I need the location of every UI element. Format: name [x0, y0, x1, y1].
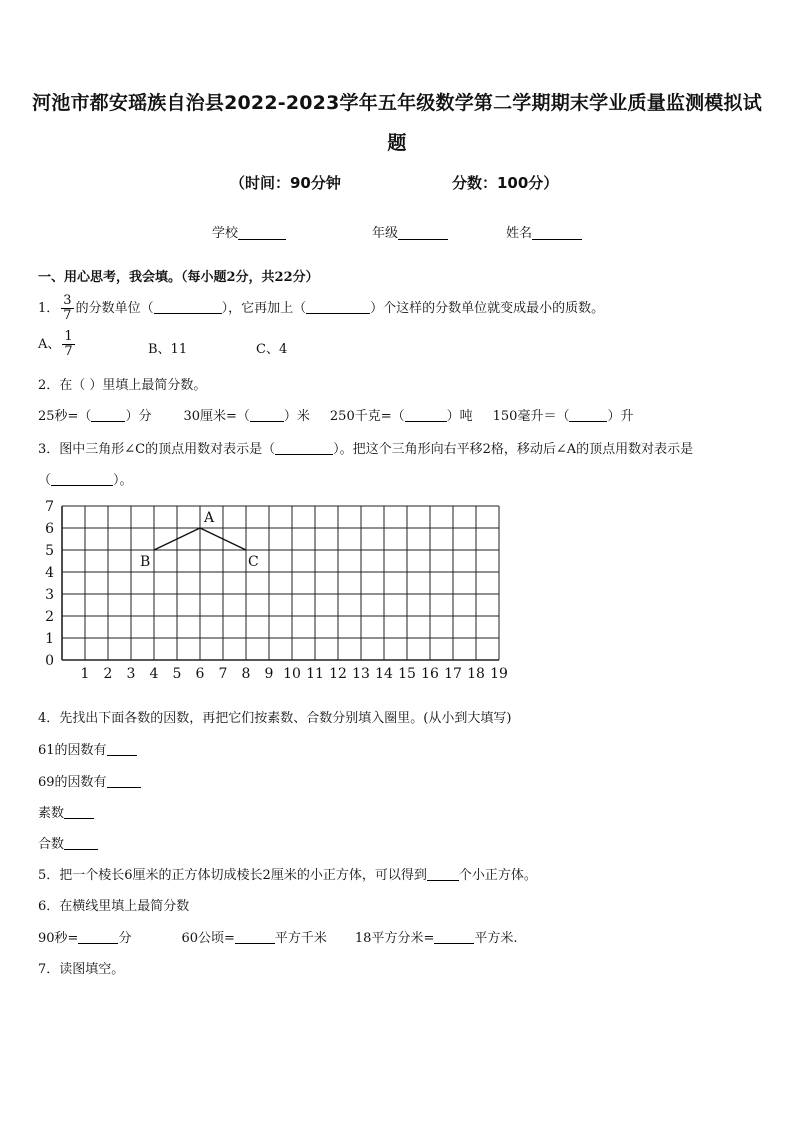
q2-blank-3[interactable] [405, 408, 447, 422]
q3-text-b: ）。把这个三角形向右平移2格，移动后∠A的顶点用数对表示是 [333, 442, 694, 457]
page-title-line1: 河池市都安瑶族自治县2022-2023学年五年级数学第二学期期末学业质量监测模拟试 [32, 92, 762, 114]
name-field[interactable] [506, 222, 582, 241]
q6-blank-2[interactable] [235, 930, 275, 944]
q4-line-61 [38, 739, 137, 758]
q4-line-69 [38, 771, 141, 790]
q4-label-prime: 素数 [38, 806, 65, 821]
y-tick-label: 0 [45, 653, 54, 669]
q6-part1-a: 90秒= [38, 931, 79, 946]
exam-time: （时间：90分钟 [230, 174, 341, 192]
y-tick-label: 1 [45, 631, 54, 647]
q2-blank-4[interactable] [569, 408, 607, 422]
q1-option-a-denominator: 7 [64, 344, 73, 359]
name-label: 姓名 [506, 226, 533, 241]
question-1 [38, 294, 604, 323]
q1-option-a-label: A、 [38, 337, 61, 352]
q3-line2 [38, 469, 133, 488]
x-tick-label: 16 [421, 666, 439, 682]
vertex-label-a: A [204, 510, 215, 526]
q3-text-c: （ [38, 473, 52, 488]
q2-part3-b: ）吨 [446, 409, 473, 424]
x-tick-label: 7 [218, 666, 228, 682]
q1-text-a: 的分数单位（ [75, 301, 154, 316]
q6-part3-a: 18平方分米= [354, 931, 435, 946]
x-tick-label: 12 [329, 666, 347, 682]
q6-parts [38, 927, 517, 946]
grade-field[interactable] [372, 222, 448, 241]
y-tick-label: 5 [45, 543, 54, 559]
q2-blank-1[interactable] [91, 408, 125, 422]
question-5 [38, 864, 537, 883]
q1-blank-2[interactable] [306, 300, 370, 314]
q1-text-c: ）个这样的分数单位就变成最小的质数。 [370, 301, 605, 316]
q6-blank-3[interactable] [434, 930, 474, 944]
q5-text-a: 5．把一个棱长6厘米的正方体切成棱长2厘米的小正方体，可以得到 [38, 868, 427, 883]
x-tick-label: 4 [149, 666, 159, 682]
x-tick-label: 3 [126, 666, 136, 682]
question-1-options [38, 329, 288, 359]
vertex-label-b: B [140, 554, 151, 570]
q6-part2-b: 平方千米 [274, 931, 327, 946]
q4-blank-61[interactable] [107, 742, 137, 756]
q4-stem: 4．先找出下面各数的因数，再把它们按素数、合数分别填入圈里。(从小到大填写) [38, 711, 512, 726]
y-tick-label: 2 [45, 609, 54, 625]
x-tick-label: 17 [444, 666, 462, 682]
y-tick-label: 6 [45, 521, 54, 537]
q1-text-b: ），它再加上（ [221, 301, 307, 316]
y-tick-label: 7 [45, 499, 54, 515]
q1-number: 1． [38, 301, 60, 316]
x-tick-label: 1 [80, 666, 90, 682]
page-title-line2: 题 [387, 132, 407, 154]
name-blank[interactable] [532, 225, 582, 240]
x-tick-label: 10 [283, 666, 301, 682]
vertex-label-c: C [248, 554, 259, 570]
grade-label: 年级 [372, 226, 399, 241]
q2-part2-b: ）米 [283, 409, 310, 424]
q2-part2-a: 30厘米=（ [183, 409, 250, 424]
q1-option-b[interactable]: B、11 [148, 342, 188, 357]
q4-label-composite: 合数 [38, 837, 65, 852]
q1-frac-numerator: 3 [63, 293, 72, 308]
q2-part4-a: 150毫升＝（ [492, 409, 570, 424]
section1-heading: 一、用心思考，我会填。（每小题2分，共22分） [38, 270, 319, 285]
q3-blank-1[interactable] [275, 441, 333, 455]
x-tick-label: 8 [241, 666, 251, 682]
q6-part2-a: 60公顷= [181, 931, 235, 946]
q5-blank[interactable] [427, 867, 459, 881]
x-tick-label: 19 [490, 666, 508, 682]
q2-stem: 2．在（ ）里填上最简分数。 [38, 378, 207, 393]
q1-fraction [61, 294, 73, 323]
q2-parts [38, 405, 633, 424]
x-tick-label: 18 [467, 666, 485, 682]
coordinate-grid [36, 494, 506, 682]
q4-line-prime [38, 802, 94, 821]
q1-option-a[interactable] [38, 329, 77, 359]
q4-line-composite [38, 833, 98, 852]
x-tick-label: 6 [195, 666, 205, 682]
q3-blank-2[interactable] [51, 472, 113, 486]
x-tick-label: 11 [306, 666, 324, 682]
school-field[interactable] [212, 222, 286, 241]
x-tick-label: 15 [398, 666, 416, 682]
y-tick-label: 4 [45, 565, 54, 581]
q6-part1-b: 分 [118, 931, 132, 946]
q1-option-a-numerator: 1 [64, 329, 73, 344]
q1-blank-1[interactable] [154, 300, 222, 314]
q2-part3-a: 250千克=（ [329, 409, 405, 424]
q1-option-c[interactable]: C、4 [256, 342, 288, 357]
q2-part1-a: 25秒=（ [38, 409, 92, 424]
x-tick-label: 14 [375, 666, 393, 682]
school-blank[interactable] [238, 225, 286, 240]
q3-line1 [38, 438, 693, 457]
q2-part1-b: ）分 [125, 409, 152, 424]
q4-blank-composite[interactable] [64, 836, 98, 850]
q7-stem: 7．读图填空。 [38, 962, 125, 977]
grade-blank[interactable] [398, 225, 448, 240]
q2-part4-b: ）升 [607, 409, 634, 424]
y-tick-label: 3 [45, 587, 54, 603]
q3-text-d: ）。 [113, 473, 133, 488]
x-tick-label: 5 [172, 666, 182, 682]
school-label: 学校 [212, 226, 239, 241]
x-tick-label: 13 [352, 666, 370, 682]
x-tick-label: 9 [264, 666, 274, 682]
q1-frac-denominator: 7 [63, 308, 72, 323]
q4-label-61: 61的因数有 [38, 743, 107, 758]
x-tick-label: 2 [103, 666, 113, 682]
q4-blank-69[interactable] [107, 774, 141, 788]
q6-part3-b: 平方米. [474, 931, 518, 946]
exam-score: 分数：100分） [452, 174, 559, 192]
q2-blank-2[interactable] [250, 408, 284, 422]
q6-blank-1[interactable] [78, 930, 118, 944]
q3-text-a: 3．图中三角形∠C的顶点用数对表示是（ [38, 442, 276, 457]
q6-stem: 6．在横线里填上最简分数 [38, 899, 190, 914]
q5-text-b: 个小正方体。 [458, 868, 537, 883]
q4-blank-prime[interactable] [64, 805, 94, 819]
q4-label-69: 69的因数有 [38, 775, 107, 790]
